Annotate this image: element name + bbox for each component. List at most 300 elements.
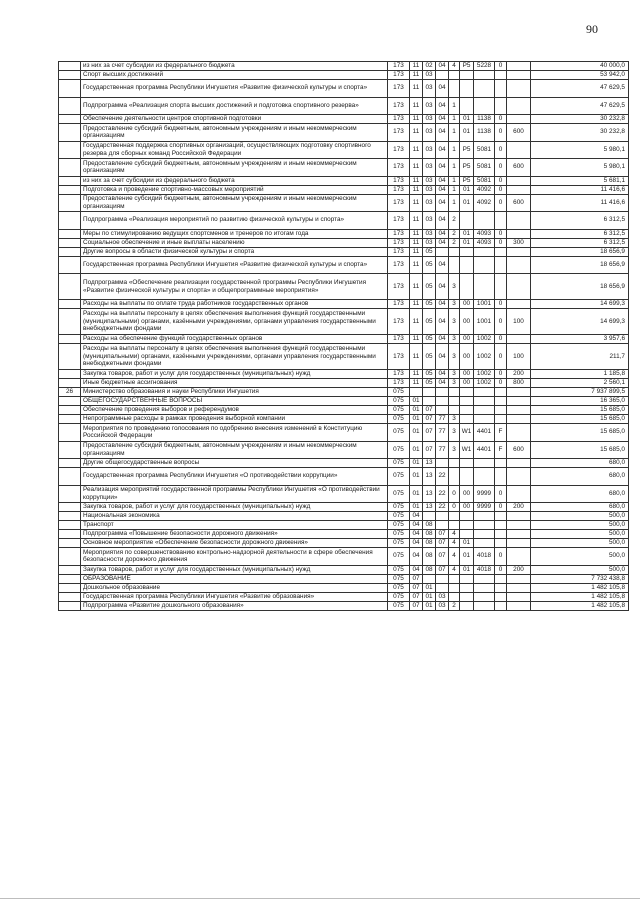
program-code-cell: 04	[436, 309, 449, 335]
event-code-cell	[460, 574, 474, 583]
amount-cell: 5 980,1	[531, 159, 629, 177]
event-code-cell: 00	[460, 309, 474, 335]
direction-code-cell	[474, 583, 495, 592]
row-number-cell	[59, 229, 81, 238]
direction-code-cell: 1001	[474, 300, 495, 309]
ministry-code-cell: 173	[388, 185, 410, 194]
event-code-cell: 00	[460, 370, 474, 379]
amount-cell: 680,0	[531, 503, 629, 512]
subprogram-code-cell: 3	[449, 344, 460, 370]
table-row	[59, 521, 629, 530]
target-suffix-cell: 0	[495, 185, 507, 194]
target-suffix-cell: 0	[495, 238, 507, 247]
expense-name-cell: Предоставление субсидий бюджетным, автономным учреждениям и иным некоммерческим организациям	[81, 441, 388, 459]
subprogram-code-cell: 1	[449, 194, 460, 212]
expense-type-cell	[507, 274, 531, 300]
target-suffix-cell	[495, 601, 507, 610]
direction-code-cell	[474, 601, 495, 610]
expense-name-cell: Подпрограмма «Реализация мероприятий по развитию физической культуры и спорта»	[81, 212, 388, 230]
direction-code-cell: 4018	[474, 565, 495, 574]
amount-cell: 18 656,9	[531, 256, 629, 274]
target-suffix-cell: 0	[495, 159, 507, 177]
expense-name-cell: Предоставление субсидий бюджетным, автономным учреждениям и иным некоммерческим организациям	[81, 124, 388, 142]
subsection-code-cell: 05	[423, 300, 436, 309]
subsection-code-cell: 03	[423, 97, 436, 115]
expense-type-cell	[507, 512, 531, 521]
event-code-cell: 00	[460, 335, 474, 344]
expense-type-cell	[507, 115, 531, 124]
direction-code-cell: 4093	[474, 238, 495, 247]
direction-code-cell	[474, 274, 495, 300]
ministry-code-cell: 075	[388, 397, 410, 406]
expense-type-cell	[507, 176, 531, 185]
row-number-cell	[59, 565, 81, 574]
amount-cell: 30 232,8	[531, 124, 629, 142]
expense-name-cell: Закупка товаров, работ и услуг для государственных (муниципальных) нужд	[81, 370, 388, 379]
expense-name-cell: Другие вопросы в области физической культуры и спорта	[81, 247, 388, 256]
row-number-cell	[59, 415, 81, 424]
subsection-code-cell: 13	[423, 468, 436, 486]
subprogram-code-cell	[449, 71, 460, 80]
subsection-code-cell: 07	[423, 415, 436, 424]
budget-table	[58, 61, 629, 611]
expense-type-cell: 200	[507, 565, 531, 574]
direction-code-cell	[474, 415, 495, 424]
target-suffix-cell: 0	[495, 503, 507, 512]
section-code-cell: 01	[410, 485, 423, 503]
target-suffix-cell	[495, 388, 507, 397]
table-row	[59, 370, 629, 379]
subsection-code-cell: 05	[423, 370, 436, 379]
event-code-cell	[460, 97, 474, 115]
amount-cell: 500,0	[531, 512, 629, 521]
table-row	[59, 335, 629, 344]
subprogram-code-cell	[449, 512, 460, 521]
target-suffix-cell: 0	[495, 485, 507, 503]
event-code-cell: P5	[460, 141, 474, 159]
target-suffix-cell: 0	[495, 379, 507, 388]
target-suffix-cell	[495, 80, 507, 98]
amount-cell: 18 656,9	[531, 247, 629, 256]
event-code-cell: 00	[460, 379, 474, 388]
expense-type-cell	[507, 406, 531, 415]
expense-name-cell: Государственная поддержка спортивных организаций, осуществляющих подготовку спортивного резерва для сборных команд Российской Федерации	[81, 141, 388, 159]
row-number-cell	[59, 512, 81, 521]
subprogram-code-cell: 3	[449, 379, 460, 388]
amount-cell: 500,0	[531, 548, 629, 566]
amount-cell: 680,0	[531, 459, 629, 468]
subprogram-code-cell: 4	[449, 548, 460, 566]
target-suffix-cell	[495, 539, 507, 548]
direction-code-cell: 5081	[474, 159, 495, 177]
target-suffix-cell: 0	[495, 548, 507, 566]
subprogram-code-cell: 4	[449, 565, 460, 574]
subsection-code-cell: 13	[423, 485, 436, 503]
section-code-cell: 11	[410, 379, 423, 388]
row-number-cell	[59, 521, 81, 530]
expense-name-cell: Расходы на обеспечение функций государственных органов	[81, 335, 388, 344]
row-number-cell	[59, 309, 81, 335]
subprogram-code-cell: 2	[449, 229, 460, 238]
table-row	[59, 71, 629, 80]
row-number-cell	[59, 176, 81, 185]
ministry-code-cell: 075	[388, 406, 410, 415]
table-row	[59, 124, 629, 142]
target-suffix-cell	[495, 406, 507, 415]
target-suffix-cell	[495, 212, 507, 230]
amount-cell: 16 365,0	[531, 397, 629, 406]
expense-type-cell: 600	[507, 159, 531, 177]
program-code-cell: 04	[436, 238, 449, 247]
ministry-code-cell: 075	[388, 565, 410, 574]
subsection-code-cell: 03	[423, 212, 436, 230]
subsection-code-cell: 05	[423, 256, 436, 274]
expense-name-cell: Подпрограмма «Реализация спорта высших достижений и подготовка спортивного резерва»	[81, 97, 388, 115]
subprogram-code-cell: 1	[449, 115, 460, 124]
section-code-cell: 04	[410, 565, 423, 574]
expense-name-cell: Дошкольное образование	[81, 583, 388, 592]
target-suffix-cell	[495, 521, 507, 530]
section-code-cell: 07	[410, 601, 423, 610]
direction-code-cell: 1002	[474, 370, 495, 379]
row-number-cell	[59, 344, 81, 370]
target-suffix-cell: 0	[495, 141, 507, 159]
row-number-cell	[59, 71, 81, 80]
direction-code-cell: 9999	[474, 485, 495, 503]
amount-cell: 15 685,0	[531, 415, 629, 424]
expense-type-cell	[507, 229, 531, 238]
subprogram-code-cell: 2	[449, 212, 460, 230]
target-suffix-cell: 0	[495, 62, 507, 71]
row-number-cell	[59, 185, 81, 194]
program-code-cell: 04	[436, 159, 449, 177]
target-suffix-cell: 0	[495, 194, 507, 212]
section-code-cell: 04	[410, 539, 423, 548]
subprogram-code-cell: 3	[449, 335, 460, 344]
amount-cell: 500,0	[531, 521, 629, 530]
row-number-cell	[59, 503, 81, 512]
section-code-cell: 01	[410, 503, 423, 512]
table-row	[59, 415, 629, 424]
ministry-code-cell: 173	[388, 97, 410, 115]
subsection-code-cell: 02	[423, 62, 436, 71]
expense-type-cell	[507, 539, 531, 548]
section-code-cell: 11	[410, 256, 423, 274]
direction-code-cell: 4018	[474, 548, 495, 566]
expense-type-cell: 200	[507, 370, 531, 379]
section-code-cell: 11	[410, 62, 423, 71]
target-suffix-cell	[495, 583, 507, 592]
amount-cell: 30 232,8	[531, 115, 629, 124]
event-code-cell	[460, 521, 474, 530]
direction-code-cell	[474, 397, 495, 406]
direction-code-cell	[474, 80, 495, 98]
expense-type-cell	[507, 415, 531, 424]
section-code-cell: 11	[410, 370, 423, 379]
program-code-cell: 04	[436, 370, 449, 379]
program-code-cell: 04	[436, 115, 449, 124]
direction-code-cell: 4092	[474, 194, 495, 212]
event-code-cell: 01	[460, 115, 474, 124]
subsection-code-cell: 01	[423, 583, 436, 592]
target-suffix-cell: 0	[495, 176, 507, 185]
expense-name-cell: Другие общегосударственные вопросы	[81, 459, 388, 468]
expense-name-cell: Закупка товаров, работ и услуг для государственных (муниципальных) нужд	[81, 503, 388, 512]
subsection-code-cell	[423, 512, 436, 521]
expense-type-cell	[507, 459, 531, 468]
direction-code-cell	[474, 539, 495, 548]
program-code-cell: 22	[436, 485, 449, 503]
table-row	[59, 397, 629, 406]
amount-cell: 7 732 438,8	[531, 574, 629, 583]
expense-name-cell: из них за счет субсидии из федерального бюджета	[81, 62, 388, 71]
target-suffix-cell	[495, 574, 507, 583]
target-suffix-cell	[495, 397, 507, 406]
amount-cell: 5 681,1	[531, 176, 629, 185]
event-code-cell	[460, 530, 474, 539]
amount-cell: 500,0	[531, 539, 629, 548]
event-code-cell	[460, 274, 474, 300]
subsection-code-cell: 03	[423, 238, 436, 247]
section-code-cell: 11	[410, 97, 423, 115]
program-code-cell: 04	[436, 185, 449, 194]
program-code-cell: 04	[436, 335, 449, 344]
program-code-cell: 04	[436, 344, 449, 370]
expense-name-cell: Государственная программа Республики Ингушетия «Развитие физической культуры и спорта»	[81, 256, 388, 274]
table-row	[59, 530, 629, 539]
ministry-code-cell: 173	[388, 141, 410, 159]
subsection-code-cell: 03	[423, 141, 436, 159]
ministry-code-cell: 075	[388, 415, 410, 424]
target-suffix-cell: 0	[495, 344, 507, 370]
ministry-code-cell: 173	[388, 159, 410, 177]
ministry-code-cell: 075	[388, 388, 410, 397]
amount-cell: 15 685,0	[531, 441, 629, 459]
ministry-code-cell: 173	[388, 238, 410, 247]
subprogram-code-cell: 2	[449, 601, 460, 610]
expense-type-cell	[507, 583, 531, 592]
direction-code-cell	[474, 512, 495, 521]
event-code-cell: 01	[460, 194, 474, 212]
amount-cell: 6 312,5	[531, 238, 629, 247]
row-number-cell	[59, 592, 81, 601]
expense-name-cell: Предоставление субсидий бюджетным, автономным учреждениям и иным некоммерческим организациям	[81, 194, 388, 212]
target-suffix-cell	[495, 530, 507, 539]
expense-type-cell	[507, 247, 531, 256]
direction-code-cell	[474, 521, 495, 530]
expense-name-cell: Предоставление субсидий бюджетным, автономным учреждениям и иным некоммерческим организациям	[81, 159, 388, 177]
section-code-cell	[410, 388, 423, 397]
subsection-code-cell	[423, 574, 436, 583]
ministry-code-cell: 075	[388, 521, 410, 530]
subprogram-code-cell	[449, 592, 460, 601]
expense-type-cell	[507, 601, 531, 610]
row-number-cell	[59, 335, 81, 344]
direction-code-cell	[474, 574, 495, 583]
direction-code-cell: 4092	[474, 185, 495, 194]
program-code-cell	[436, 574, 449, 583]
event-code-cell: P5	[460, 176, 474, 185]
section-code-cell: 01	[410, 424, 423, 442]
subprogram-code-cell	[449, 406, 460, 415]
amount-cell: 2 560,1	[531, 379, 629, 388]
direction-code-cell	[474, 592, 495, 601]
program-code-cell: 04	[436, 176, 449, 185]
section-code-cell: 11	[410, 238, 423, 247]
section-code-cell: 11	[410, 141, 423, 159]
expense-type-cell	[507, 468, 531, 486]
amount-cell: 1 482 105,8	[531, 592, 629, 601]
amount-cell: 680,0	[531, 468, 629, 486]
expense-type-cell	[507, 300, 531, 309]
subsection-code-cell: 05	[423, 274, 436, 300]
expense-type-cell	[507, 521, 531, 530]
program-code-cell: 04	[436, 194, 449, 212]
subsection-code-cell: 07	[423, 441, 436, 459]
section-code-cell: 11	[410, 115, 423, 124]
expense-name-cell: Расходы на выплаты по оплате труда работников государственных органов	[81, 300, 388, 309]
row-number-cell	[59, 256, 81, 274]
table-row	[59, 406, 629, 415]
expense-type-cell	[507, 388, 531, 397]
section-code-cell: 07	[410, 592, 423, 601]
row-number-cell	[59, 459, 81, 468]
expense-name-cell: Обеспечение проведения выборов и референдумов	[81, 406, 388, 415]
target-suffix-cell	[495, 468, 507, 486]
section-code-cell: 07	[410, 574, 423, 583]
expense-name-cell: Расходы на выплаты персоналу в целях обеспечения выполнения функций государственными (муниципальными) органами, казёнными учреждениями, органами управления государственными внебюджетными фондами	[81, 344, 388, 370]
target-suffix-cell: F	[495, 441, 507, 459]
program-code-cell	[436, 71, 449, 80]
subprogram-code-cell	[449, 468, 460, 486]
ministry-code-cell: 173	[388, 344, 410, 370]
expense-name-cell: Основное мероприятие «Обеспечение безопасности дорожного движения»	[81, 539, 388, 548]
event-code-cell: 00	[460, 503, 474, 512]
target-suffix-cell	[495, 274, 507, 300]
expense-name-cell: Государственная программа Республики Ингушетия «Развитие образования»	[81, 592, 388, 601]
amount-cell: 211,7	[531, 344, 629, 370]
table-row	[59, 485, 629, 503]
program-code-cell: 04	[436, 229, 449, 238]
event-code-cell	[460, 512, 474, 521]
row-number-cell	[59, 379, 81, 388]
program-code-cell: 22	[436, 468, 449, 486]
expense-name-cell: Мероприятия по совершенствованию контрольно-надзорной деятельности в сфере обеспечения безопасности дорожного движения	[81, 548, 388, 566]
subsection-code-cell: 03	[423, 194, 436, 212]
row-number-cell	[59, 406, 81, 415]
subprogram-code-cell: 3	[449, 300, 460, 309]
target-suffix-cell: 0	[495, 565, 507, 574]
expense-type-cell: 200	[507, 503, 531, 512]
row-number-cell	[59, 124, 81, 142]
section-code-cell: 11	[410, 300, 423, 309]
event-code-cell	[460, 592, 474, 601]
direction-code-cell	[474, 468, 495, 486]
expense-type-cell	[507, 212, 531, 230]
event-code-cell: 00	[460, 344, 474, 370]
row-number-cell	[59, 238, 81, 247]
direction-code-cell: 1002	[474, 335, 495, 344]
subsection-code-cell: 08	[423, 530, 436, 539]
ministry-code-cell: 075	[388, 459, 410, 468]
direction-code-cell: 5081	[474, 141, 495, 159]
event-code-cell	[460, 256, 474, 274]
expense-type-cell	[507, 424, 531, 442]
subsection-code-cell: 05	[423, 309, 436, 335]
program-code-cell: 04	[436, 141, 449, 159]
row-number-cell	[59, 485, 81, 503]
program-code-cell	[436, 512, 449, 521]
direction-code-cell: 1002	[474, 344, 495, 370]
target-suffix-cell: 0	[495, 115, 507, 124]
section-code-cell: 11	[410, 194, 423, 212]
subsection-code-cell: 05	[423, 344, 436, 370]
event-code-cell: W1	[460, 441, 474, 459]
target-suffix-cell	[495, 592, 507, 601]
program-code-cell: 04	[436, 212, 449, 230]
direction-code-cell	[474, 530, 495, 539]
direction-code-cell	[474, 406, 495, 415]
event-code-cell: W1	[460, 424, 474, 442]
program-code-cell: 04	[436, 379, 449, 388]
ministry-code-cell: 173	[388, 256, 410, 274]
subsection-code-cell: 07	[423, 424, 436, 442]
expense-name-cell: Подготовка и проведение спортивно-массовых мероприятий	[81, 185, 388, 194]
direction-code-cell: 5081	[474, 176, 495, 185]
expense-name-cell: Спорт высших достижений	[81, 71, 388, 80]
target-suffix-cell: 0	[495, 309, 507, 335]
expense-type-cell	[507, 71, 531, 80]
amount-cell: 14 699,3	[531, 300, 629, 309]
subprogram-code-cell: 1	[449, 185, 460, 194]
event-code-cell: 01	[460, 124, 474, 142]
ministry-code-cell: 075	[388, 548, 410, 566]
expense-type-cell: 100	[507, 344, 531, 370]
subprogram-code-cell	[449, 521, 460, 530]
ministry-code-cell: 173	[388, 212, 410, 230]
expense-type-cell	[507, 185, 531, 194]
expense-name-cell: Обеспечение деятельности центров спортивной подготовки	[81, 115, 388, 124]
expense-name-cell: Реализация мероприятий государственной программы Республики Ингушетия «О противодействии коррупции»	[81, 485, 388, 503]
ministry-code-cell: 075	[388, 503, 410, 512]
budget-table-body	[59, 62, 629, 611]
expense-name-cell: Закупка товаров, работ и услуг для государственных (муниципальных) нужд	[81, 565, 388, 574]
direction-code-cell: 1138	[474, 115, 495, 124]
event-code-cell: 01	[460, 238, 474, 247]
subprogram-code-cell: 3	[449, 309, 460, 335]
page-number: 90	[586, 22, 598, 36]
program-code-cell: 03	[436, 592, 449, 601]
target-suffix-cell	[495, 512, 507, 521]
expense-type-cell	[507, 335, 531, 344]
subsection-code-cell	[423, 397, 436, 406]
direction-code-cell: 9999	[474, 503, 495, 512]
table-row	[59, 238, 629, 247]
section-code-cell: 11	[410, 124, 423, 142]
section-code-cell: 11	[410, 309, 423, 335]
expense-type-cell: 600	[507, 194, 531, 212]
direction-code-cell	[474, 212, 495, 230]
section-code-cell: 11	[410, 247, 423, 256]
program-code-cell	[436, 388, 449, 397]
ministry-code-cell: 173	[388, 335, 410, 344]
expense-name-cell: Мероприятия по проведению голосования по одобрению внесения изменений в Конституцию Российской Федерации	[81, 424, 388, 442]
subprogram-code-cell	[449, 256, 460, 274]
subsection-code-cell: 05	[423, 335, 436, 344]
program-code-cell: 07	[436, 548, 449, 566]
event-code-cell	[460, 601, 474, 610]
subsection-code-cell: 03	[423, 176, 436, 185]
